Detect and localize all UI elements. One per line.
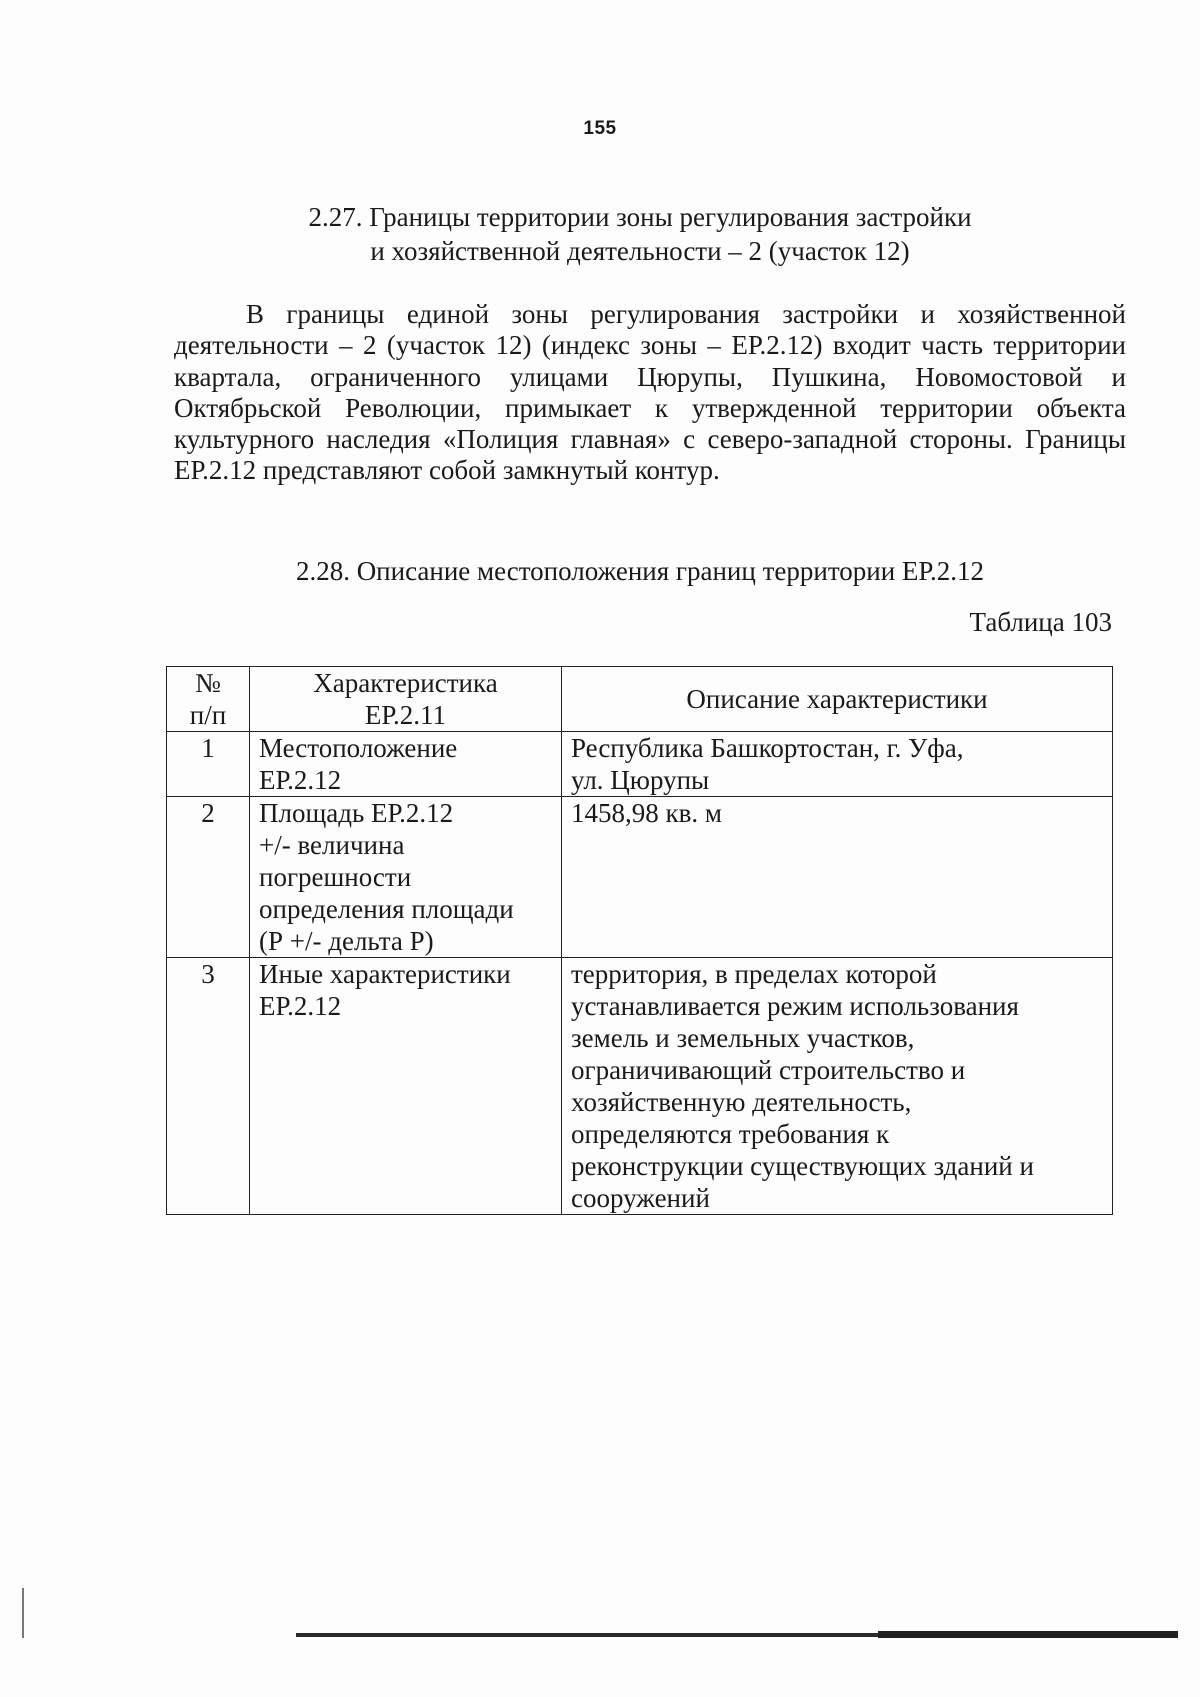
characteristic-line: Площадь ЕР.2.12 <box>259 798 454 828</box>
characteristic-line: Иные характеристики <box>259 959 511 989</box>
subsection-heading: 2.28. Описание местоположения границ территории ЕР.2.12 <box>295 556 985 586</box>
description-line: реконструкции существующих зданий и <box>571 1151 1034 1181</box>
description-line: 1458,98 кв. м <box>571 798 722 828</box>
table-header-row <box>167 667 1113 732</box>
row-number-cell: 3 <box>167 958 250 1215</box>
row-number-cell: 1 <box>167 732 250 797</box>
table-caption: Таблица 103 <box>969 607 1112 637</box>
section-paragraph: В границы единой зоны регулирования застройки и хозяйственной деятельности – 2 (участок 12) (индекс зоны – ЕР.2.12) входит часть территории квартала, ограниченного улицами Цюрупы, Пушкина, Новомостовой и Октябрьской Революции, примыкает к утвержденной территории объекта культурного наследия «Полиция главная» с северо-западной стороны. Границы ЕР.2.12 представляют собой замкнутый контур. <box>174 299 1126 486</box>
characteristic-line: погрешности <box>259 862 412 892</box>
characteristic-cell <box>250 797 562 958</box>
page-number: 155 <box>583 118 617 139</box>
characteristic-line: +/- величина <box>259 830 405 860</box>
characteristic-line: Местоположение <box>259 733 458 763</box>
description-cell <box>562 797 1113 958</box>
characteristic-line: (Р +/- дельта Р) <box>259 926 434 956</box>
description-line: определяются требования к <box>571 1119 890 1149</box>
characteristics-table <box>166 666 1113 1215</box>
description-line: сооружений <box>571 1183 710 1213</box>
description-cell <box>562 732 1113 797</box>
section-heading-line-2: и хозяйственной деятельности – 2 (участок 12) <box>370 236 910 266</box>
characteristic-cell <box>250 958 562 1215</box>
description-line: территория, в пределах которой <box>571 959 937 989</box>
header-characteristic <box>250 667 562 732</box>
bottom-rule <box>296 1633 1178 1637</box>
description-line: ограничивающий строительство и <box>571 1055 966 1085</box>
scan-edge-mark <box>22 1588 24 1638</box>
characteristic-line: ЕР.2.12 <box>259 765 342 795</box>
description-cell <box>562 958 1113 1215</box>
description-line: Республика Башкортостан, г. Уфа, <box>571 733 964 763</box>
description-line: устанавливается режим использования <box>571 991 1019 1021</box>
table-row <box>167 797 1113 958</box>
header-num <box>167 667 250 732</box>
header-char-line-1: Характеристика <box>313 668 498 698</box>
section-heading <box>160 200 1120 268</box>
description-line: земель и земельных участков, <box>571 1023 915 1053</box>
header-num-line-2: п/п <box>189 700 227 730</box>
characteristic-line: ЕР.2.12 <box>259 991 342 1021</box>
header-description: Описание характеристики <box>562 667 1113 732</box>
characteristic-line: определения площади <box>259 894 514 924</box>
header-num-line-1: № <box>195 668 221 698</box>
characteristic-cell <box>250 732 562 797</box>
table-row <box>167 732 1113 797</box>
section-heading-line-1: 2.27. Границы территории зоны регулирования застройки <box>308 202 972 232</box>
table-body <box>167 732 1113 1215</box>
description-line: хозяйственную деятельность, <box>571 1087 912 1117</box>
header-char-line-2: ЕР.2.11 <box>364 700 447 730</box>
description-line: ул. Цюрупы <box>571 765 710 795</box>
row-number-cell: 2 <box>167 797 250 958</box>
table-row <box>167 958 1113 1215</box>
